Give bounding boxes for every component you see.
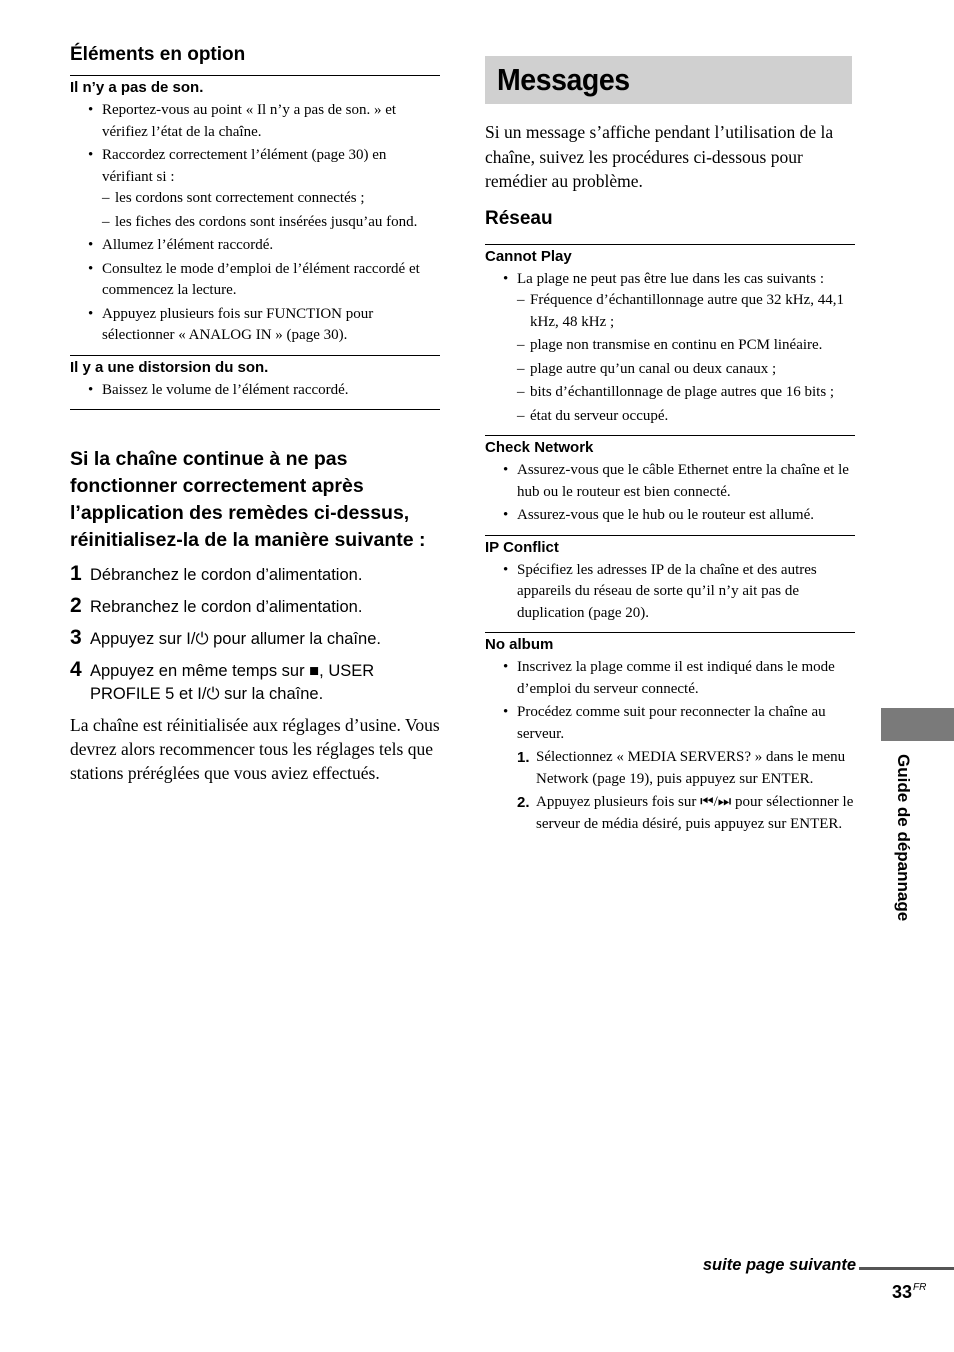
step-number: 1: [70, 562, 82, 585]
page-number: [892, 1282, 926, 1303]
messages-banner: [485, 56, 852, 104]
step-number: 1.: [517, 749, 530, 766]
sub-list-item: – plage non transmise en continu en PCM linéaire.: [485, 335, 855, 357]
divider: [485, 435, 855, 436]
side-tab-text: Guide de dépannage: [894, 754, 913, 922]
sub-list-item: – les cordons sont correctement connectés ;: [70, 188, 440, 210]
message-check-network: [485, 439, 855, 535]
list-item-text: Raccordez correctement l’élément (page 30) en vérifiant si :: [102, 147, 387, 185]
list-item: • Consultez le mode d’emploi de l’élément raccordé et commencez la lecture.: [70, 259, 440, 302]
side-tab-label: [889, 754, 919, 958]
entry-heading: Check Network: [485, 439, 594, 456]
page-number-value: 33: [892, 1282, 913, 1302]
step-number: 4: [70, 658, 82, 681]
divider: [485, 244, 855, 245]
page-language: FR: [913, 1282, 927, 1293]
list-item: • Spécifiez les adresses IP de la chaîne et des autres appareils du réseau de sorte qu’il n’y ait pas de duplication (page 20).: [485, 560, 855, 625]
reset-steps: [70, 562, 440, 706]
reset-procedure-title: Si la chaîne continue à ne pas fonctionner correctement après l’application des remèdes ci-dessus, réinitialisez-la de la manière suivante :: [70, 448, 426, 551]
list-item: • Reportez-vous au point « Il n’y a pas de son. » et vérifiez l’état de la chaîne.: [70, 100, 440, 143]
step-number: 2: [70, 594, 82, 617]
entry-heading: No album: [485, 636, 554, 653]
list-item-text: La plage ne peut pas être lue dans les cas suivants :: [517, 270, 824, 287]
numbered-step: [485, 792, 855, 835]
list-item: • Assurez-vous que le câble Ethernet entre la chaîne et le hub ou le routeur est bien connecté.: [485, 460, 855, 503]
step-text: Sélectionnez « MEDIA SERVERS? » dans le menu Network (page 19), puis appuyez sur ENTER.: [536, 749, 846, 787]
step-text: Appuyez plusieurs fois sur ⏮/⏭ pour sélectionner le serveur de média désiré, puis appuyez sur ENTER.: [536, 794, 854, 832]
section-tab-marker: [881, 708, 954, 741]
sub-list-item: – bits d’échantillonnage de plage autres que 16 bits ;: [485, 382, 855, 404]
sub-list-item: – plage autre qu’un canal ou deux canaux ;: [485, 359, 855, 381]
divider: [485, 535, 855, 536]
step-number: 2.: [517, 794, 530, 811]
messages-title: Messages: [497, 62, 630, 97]
continued-next-page: suite page suivante: [702, 1256, 856, 1274]
reset-step: [70, 594, 440, 619]
divider: [70, 409, 440, 410]
list-item: • Procédez comme suit pour reconnecter la chaîne au serveur.: [485, 702, 855, 745]
sub-list-item: – Fréquence d’échantillonnage autre que 32 kHz, 44,1 kHz, 48 kHz ;: [485, 290, 855, 333]
right-column: [485, 56, 855, 843]
network-section-title: Réseau: [485, 207, 553, 229]
step-number: 3: [70, 626, 82, 649]
list-item: • Appuyez plusieurs fois sur FUNCTION pour sélectionner « ANALOG IN » (page 30).: [70, 304, 440, 347]
entry-heading: Il n’y a pas de son.: [70, 79, 204, 96]
sub-list-item: – les fiches des cordons sont insérées jusqu’au fond.: [70, 212, 440, 234]
step-text: Rebranchez le cordon d’alimentation.: [90, 598, 363, 616]
reset-step: [70, 626, 440, 651]
reset-note: La chaîne est réinitialisée aux réglages d’usine. Vous devrez alors recommencer tous les réglages tels que stations préréglées que vous aviez effectués.: [70, 715, 440, 783]
message-no-album: [485, 636, 855, 843]
reset-step: [70, 562, 440, 587]
list-item: • Assurez-vous que le hub ou le routeur est allumé.: [485, 505, 855, 527]
divider: [70, 75, 440, 76]
entry-heading: IP Conflict: [485, 538, 559, 556]
list-item: • Allumez l’élément raccordé.: [70, 235, 440, 257]
entry-heading: Cannot Play: [485, 247, 572, 265]
messages-intro: Si un message s’affiche pendant l’utilisation de la chaîne, suivez les procédures ci-dessous pour remédier au problème.: [485, 122, 834, 191]
list-item: • Inscrivez la plage comme il est indiqué dans le mode d’emploi du serveur connecté.: [485, 657, 855, 700]
divider: [70, 355, 440, 356]
step-text: Appuyez en même temps sur ■, USER PROFILE 5 et I/⏻ sur la chaîne.: [90, 662, 375, 703]
trouble-entry-distortion: [70, 359, 440, 410]
message-cannot-play: [485, 248, 855, 436]
step-text: Débranchez le cordon d’alimentation.: [90, 566, 363, 584]
list-item: • Baissez le volume de l’élément raccordé.: [70, 380, 440, 402]
entry-heading: Il y a une distorsion du son.: [70, 358, 269, 376]
message-ip-conflict: [485, 539, 855, 633]
optional-components-title: Éléments en option: [70, 44, 246, 65]
sub-list-item: – état du serveur occupé.: [485, 406, 855, 428]
trouble-entry-no-sound: [70, 79, 440, 355]
list-item: [70, 145, 440, 233]
numbered-step: [485, 747, 855, 790]
step-text: Appuyez sur I/⏻ pour allumer la chaîne.: [90, 630, 381, 648]
footer-rule: [859, 1267, 954, 1270]
list-item: [485, 269, 855, 428]
reset-step: [70, 658, 440, 706]
left-column: [70, 44, 440, 785]
divider: [485, 632, 855, 633]
